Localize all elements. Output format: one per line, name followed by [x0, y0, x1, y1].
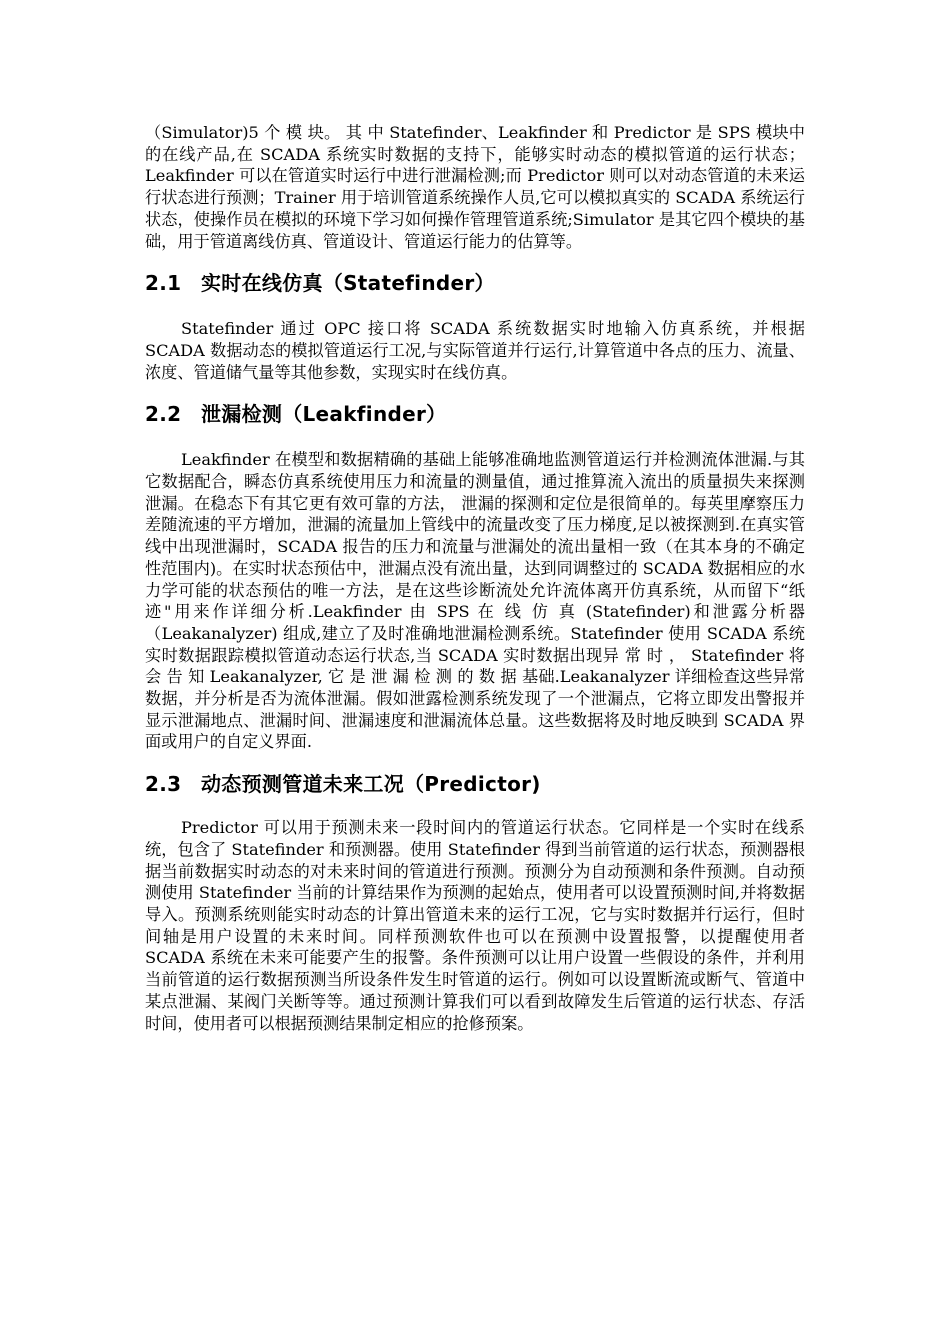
- section-heading-2-3: [145, 770, 805, 798]
- section-number: 2.1: [145, 271, 182, 296]
- section-heading-2-2: [145, 400, 805, 428]
- section-body-2-2: Leakfinder 在模型和数据精确的基础上能够准确地监测管道运行并检测流体泄漏.与其它数据配合，瞬态仿真系统使用压力和流量的测量值，通过推算流入流出的质量损失来探测泄漏。在稳态下有其它更有效可靠的方法， 泄漏的探测和定位是很简单的。每英里摩察压力差随流速的平方增加，泄漏的流量加上管线中的流量改变了压力梯度,足以被探测到.在真实管线中出现泄漏时，SCADA 报告的压力和流量与泄漏处的流出量相一致（在其本身的不确定性范围内)。在实时状态预估中，泄漏点没有流出量，达到同调整过的 SCADA 数据相应的水力学可能的状态预估的唯一方法，是在这些诊断流处允许流体离开仿真系统，从而留下“纸迹"用来作详细分析.Leakfinder 由 SPS 在 线 仿 真 (Statefinder)和泄露分析器 （Leakanalyzer) 组成,建立了及时准确地泄漏检测系统。Statefinder 使用 SCADA 系统实时数据跟踪模拟管道动态运行状态,当 SCADA 实时数据出现异 常 时 ， Statefinder 将 会 告 知 Leakanalyzer, 它 是 泄 漏 检 测 的 数 据 基础.Leakanalyzer 详细检查这些异常数据，并分析是否为流体泄漏。假如泄露检测系统发现了一个泄漏点，它将立即发出警报并显示泄漏地点、泄漏时间、泄漏速度和泄漏流体总量。这些数据将及时地反映到 SCADA 界面或用户的自定义界面.: [145, 450, 805, 752]
- section-number: 2.3: [145, 772, 182, 797]
- document-page: [145, 122, 805, 1034]
- section-title: 实时在线仿真（Statefinder）: [201, 271, 495, 296]
- section-heading-2-1: [145, 269, 805, 297]
- section-body-2-1: Statefinder 通过 OPC 接口将 SCADA 系统数据实时地输入仿真系统，并根据 SCADA 数据动态的模拟管道运行工况,与实际管道并行运行,计算管道中各点的压力、流量、浓度、管道储气量等其他参数，实现实时在线仿真。: [145, 319, 805, 382]
- section-number: 2.2: [145, 402, 182, 427]
- section-title: 动态预测管道未来工况（Predictor): [201, 772, 541, 797]
- intro-paragraph: （Simulator)5 个 模 块。 其 中 Statefinder、Leakfinder 和 Predictor 是 SPS 模块中的在线产品,在 SCADA 系统实时数据的支持下，能够实时动态的模拟管道的运行状态；Leakfinder 可以在管道实时运行中进行泄漏检测;而 Predictor 则可以对动态管道的未来运行状态进行预测；Trainer 用于培训管道系统操作人员,它可以模拟真实的 SCADA 系统运行状态，使操作员在模拟的环境下学习如何操作管理管道系统;Simulator 是其它四个模块的基础，用于管道离线仿真、管道设计、管道运行能力的估算等。: [145, 123, 805, 251]
- section-body-2-3: Predictor 可以用于预测未来一段时间内的管道运行状态。它同样是一个实时在线系统，包含了 Statefinder 和预测器。使用 Statefinder 得到当前管道的运行状态，预测器根据当前数据实时动态的对未来时间的管道进行预测。预测分为自动预测和条件预测。自动预测使用 Statefinder 当前的计算结果作为预测的起始点，使用者可以设置预测时间,并将数据导入。预测系统则能实时动态的计算出管道未来的运行工况，它与实时数据并行运行，但时间轴是用户设置的未来时间。同样预测软件也可以在预测中设置报警，以提醒使用者 SCADA 系统在未来可能要产生的报警。条件预测可以让用户设置一些假设的条件，并利用当前管道的运行数据预测当所设条件发生时管道的运行。例如可以设置断流或断气、管道中某点泄漏、某阀门关断等等。通过预测计算我们可以看到故障发生后管道的运行状态、存活时间，使用者可以根据预测结果制定相应的抢修预案。: [145, 818, 805, 1033]
- section-title: 泄漏检测（Leakfinder）: [201, 402, 447, 427]
